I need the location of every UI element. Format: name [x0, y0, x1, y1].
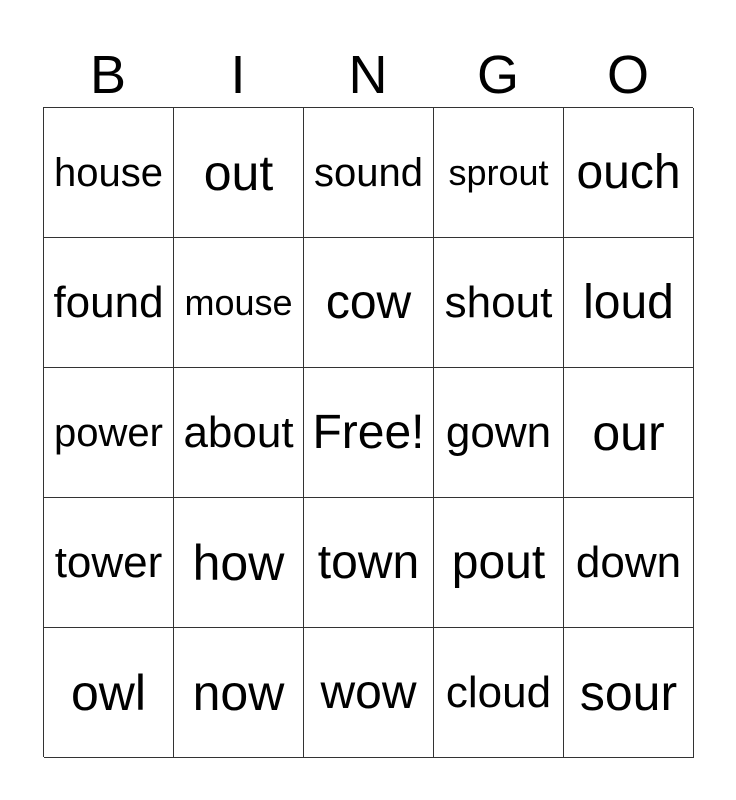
bingo-cell[interactable]: our: [564, 368, 694, 498]
bingo-cell[interactable]: found: [44, 238, 174, 368]
bingo-cell[interactable]: now: [174, 628, 304, 758]
bingo-cell[interactable]: house: [44, 108, 174, 238]
bingo-board: [43, 107, 693, 757]
bingo-cell[interactable]: gown: [434, 368, 564, 498]
bingo-cell[interactable]: about: [174, 368, 304, 498]
bingo-cell[interactable]: cloud: [434, 628, 564, 758]
bingo-cell[interactable]: mouse: [174, 238, 304, 368]
bingo-cell[interactable]: shout: [434, 238, 564, 368]
bingo-cell[interactable]: power: [44, 368, 174, 498]
bingo-cell[interactable]: sour: [564, 628, 694, 758]
bingo-cell[interactable]: cow: [304, 238, 434, 368]
bingo-cell[interactable]: out: [174, 108, 304, 238]
bingo-cell[interactable]: owl: [44, 628, 174, 758]
bingo-cell[interactable]: tower: [44, 498, 174, 628]
bingo-cell[interactable]: pout: [434, 498, 564, 628]
bingo-cell[interactable]: ouch: [564, 108, 694, 238]
header-letter-n: N: [348, 45, 388, 105]
header-letter-g: G: [476, 45, 519, 105]
bingo-cell[interactable]: wow: [304, 628, 434, 758]
header-letter-b: B: [89, 45, 127, 105]
bingo-header: [43, 44, 693, 106]
bingo-cell[interactable]: town: [304, 498, 434, 628]
bingo-cell-free[interactable]: Free!: [304, 368, 434, 498]
bingo-cell[interactable]: how: [174, 498, 304, 628]
bingo-cell[interactable]: loud: [564, 238, 694, 368]
bingo-cell[interactable]: down: [564, 498, 694, 628]
bingo-cell[interactable]: sprout: [434, 108, 564, 238]
bingo-cell[interactable]: sound: [304, 108, 434, 238]
header-letter-o: O: [606, 45, 649, 105]
header-letter-i: I: [230, 45, 246, 105]
